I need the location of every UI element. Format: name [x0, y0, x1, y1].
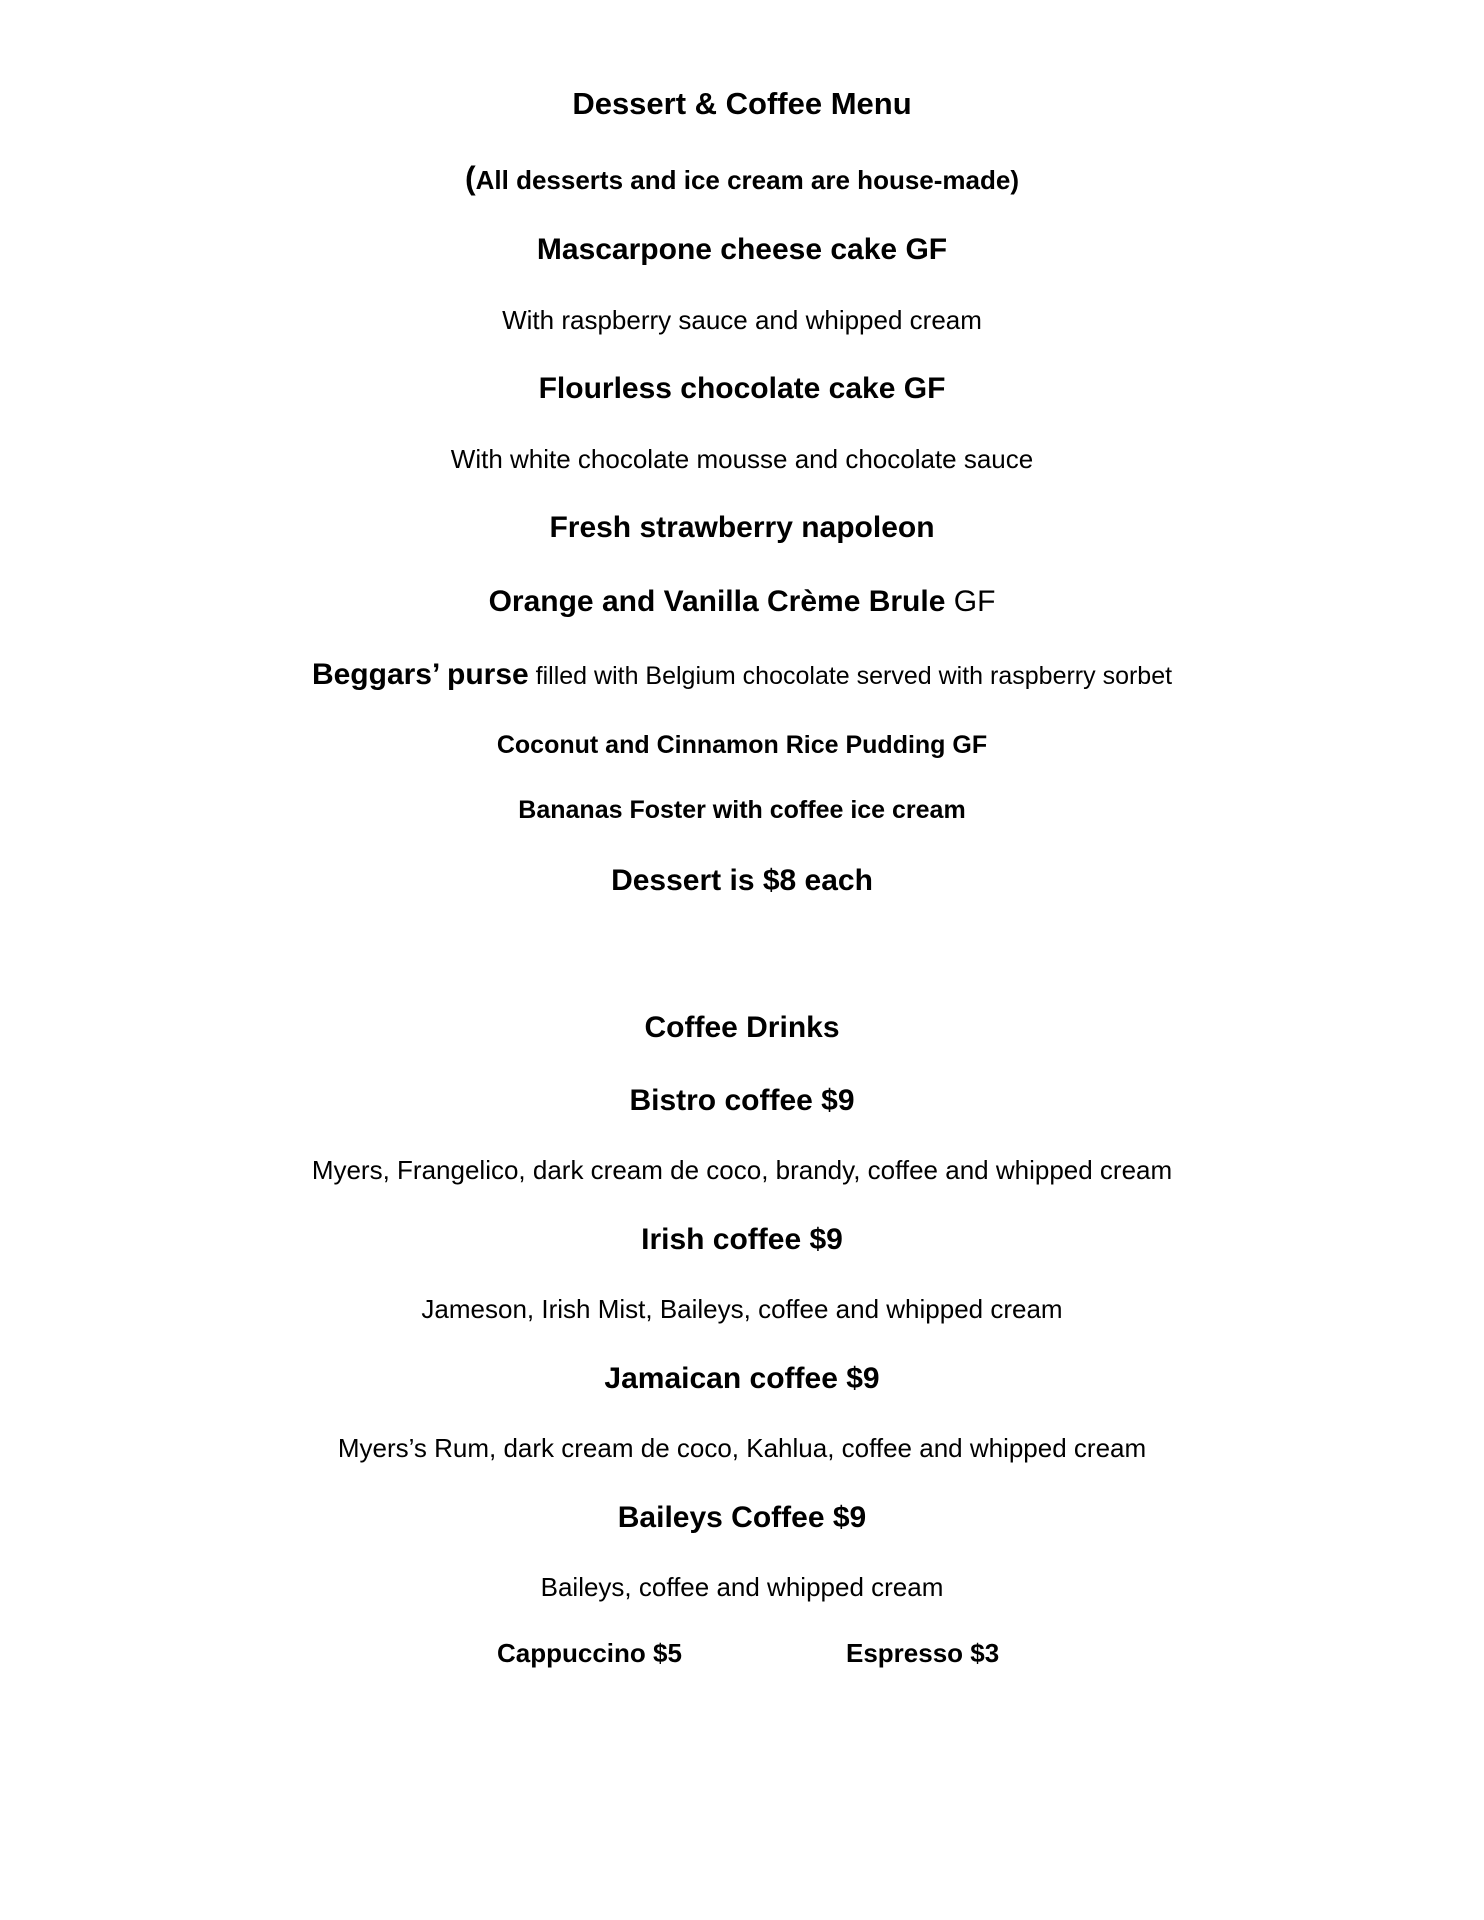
dessert-name-rice-pudding: Coconut and Cinnamon Rice Pudding GF [496, 731, 988, 759]
dessert-desc-mascarpone: With raspberry sauce and whipped cream [502, 305, 982, 335]
cappuccino-price: Cappuccino $5 [497, 1638, 682, 1668]
extras-row [0, 1640, 1484, 1674]
coffee-heading: Coffee Drinks [644, 1011, 840, 1044]
menu-title: Dessert & Coffee Menu [572, 86, 912, 121]
dessert-name-flourless: Flourless chocolate cake GF [538, 372, 946, 405]
dessert-price: Dessert is $8 each [611, 864, 873, 897]
coffee-name-bistro: Bistro coffee $9 [629, 1084, 855, 1117]
subtitle-open-paren: ( [464, 160, 476, 196]
coffee-name-jamaican: Jamaican coffee $9 [604, 1362, 880, 1395]
coffee-desc-jamaican: Myers’s Rum, dark cream de coco, Kahlua, coffee and whipped cream [337, 1433, 1147, 1463]
dessert-desc-flourless: With white chocolate mousse and chocolate sauce [450, 444, 1034, 474]
dessert-suffix-creme-brule: GF [945, 585, 996, 618]
dessert-beggars-purse [0, 660, 1484, 690]
subtitle-text: All desserts and ice cream are house-made) [475, 165, 1019, 195]
coffee-name-baileys: Baileys Coffee $9 [617, 1501, 867, 1534]
coffee-desc-irish: Jameson, Irish Mist, Baileys, coffee and whipped cream [421, 1294, 1063, 1324]
dessert-suffix-beggars-purse: filled with Belgium chocolate served with raspberry sorbet [528, 662, 1173, 690]
coffee-desc-baileys: Baileys, coffee and whipped cream [540, 1572, 944, 1602]
dessert-creme-brule [0, 587, 1484, 617]
dessert-name-bananas-foster: Bananas Foster with coffee ice cream [518, 796, 966, 824]
coffee-desc-bistro: Myers, Frangelico, dark cream de coco, brandy, coffee and whipped cream [311, 1155, 1173, 1185]
dessert-name-creme-brule: Orange and Vanilla Crème Brule [488, 585, 946, 618]
dessert-name-napoleon: Fresh strawberry napoleon [549, 511, 935, 544]
coffee-name-irish: Irish coffee $9 [641, 1223, 843, 1256]
menu-subtitle [0, 162, 1484, 194]
dessert-name-mascarpone: Mascarpone cheese cake GF [536, 233, 948, 266]
espresso-price: Espresso $3 [846, 1638, 1000, 1668]
dessert-name-beggars-purse: Beggars’ purse [311, 658, 529, 691]
